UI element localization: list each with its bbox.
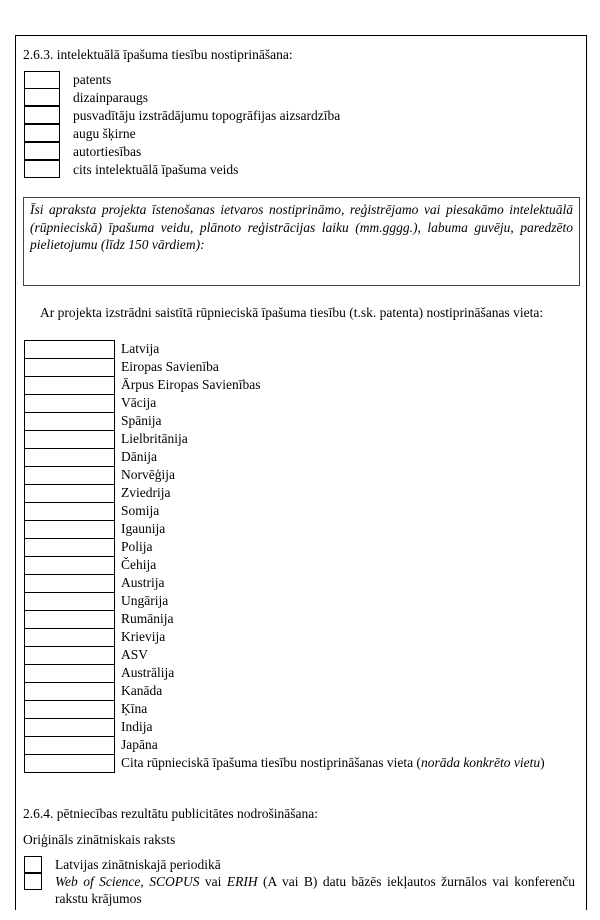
place-label: Čehija	[121, 557, 157, 572]
place-checkbox[interactable]	[24, 628, 115, 647]
place-checkbox[interactable]	[24, 484, 115, 503]
place-checkbox[interactable]	[24, 700, 115, 719]
place-checkbox[interactable]	[24, 664, 115, 683]
place-label: Krievija	[121, 629, 166, 644]
ip-option-label: cits intelektuālā īpašuma veids	[73, 162, 239, 177]
description-prompt: Īsi apraksta projekta īstenošanas ietvaros nostiprināmo, reģistrējamo vai piesakāmo intelektuālā (rūpnieciskā) īpašuma veidu, plānoto reģistrācijas laiku (mm.gggg.), labuma guvēju, paredzēto pielietojumu (līdz 150 vārdiem):	[30, 202, 573, 252]
place-label: Austrālija	[121, 665, 175, 680]
place-checkbox[interactable]	[24, 754, 115, 773]
ip-checkbox[interactable]	[24, 71, 60, 89]
ip-option-label: patents	[73, 72, 112, 87]
place-checkbox[interactable]	[24, 520, 115, 539]
place-label: Ķīna	[121, 701, 148, 716]
section-pub-title: 2.6.4. pētniecības rezultātu publicitātes nodrošināšana:	[23, 806, 319, 821]
place-label: Japāna	[121, 737, 158, 752]
place-label: Igaunija	[121, 521, 166, 536]
publication-checklist	[24, 856, 575, 907]
pub-option-label: Latvijas zinātniskajā periodikā	[55, 857, 221, 872]
place-label: Latvija	[121, 341, 160, 356]
place-label: ASV	[121, 647, 149, 662]
place-checkbox[interactable]	[24, 412, 115, 431]
place-checkbox[interactable]	[24, 646, 115, 665]
pub-option2-rest: (A vai B) datu bāzēs iekļautos žurnālos vai konferenču rakstu krājumos	[55, 874, 576, 906]
sep: ,	[140, 874, 150, 889]
pub-option-indexed	[24, 873, 575, 907]
place-checkbox[interactable]	[24, 556, 115, 575]
place-checkbox[interactable]	[24, 358, 115, 377]
place-label: Somija	[121, 503, 160, 518]
place-label: Rumānija	[121, 611, 174, 626]
place-label: Kanāda	[121, 683, 163, 698]
ip-option-label: dizainparaugs	[73, 90, 148, 105]
ip-option-label: autortiesības	[73, 144, 142, 159]
place-label: Austrija	[121, 575, 165, 590]
place-checkbox[interactable]	[24, 448, 115, 467]
place-checkbox[interactable]	[24, 538, 115, 557]
ip-checkbox[interactable]	[24, 142, 60, 160]
place-label: Eiropas Savienība	[121, 359, 219, 374]
place-checkbox[interactable]	[24, 394, 115, 413]
place-label: Norvēģija	[121, 467, 175, 482]
ip-option-label: pusvadītāju izstrādājumu topogrāfijas aizsardzība	[73, 108, 341, 123]
place-label: Polija	[121, 539, 153, 554]
place-label: Vācija	[121, 395, 157, 410]
place-checkbox[interactable]	[24, 376, 115, 395]
description-textarea[interactable]	[23, 197, 580, 286]
place-checkbox[interactable]	[24, 736, 115, 755]
pub-option-label	[55, 873, 575, 907]
place-checkbox[interactable]	[24, 592, 115, 611]
place-label: Ungārija	[121, 593, 169, 608]
place-label: Dānija	[121, 449, 157, 464]
pub-option-latvian	[24, 856, 575, 873]
place-label-other	[121, 755, 545, 771]
db-wos: Web of Science	[55, 874, 141, 889]
place-checkbox[interactable]	[24, 574, 115, 593]
place-label: Spānija	[121, 413, 162, 428]
section-pub-subtitle: Oriģināls zinātniskais raksts	[23, 832, 176, 847]
place-checkbox[interactable]	[24, 502, 115, 521]
place-checkbox[interactable]	[24, 718, 115, 737]
ip-checkbox[interactable]	[24, 160, 60, 178]
other-place-hint: norāda konkrēto vietu	[420, 755, 541, 770]
place-checkbox[interactable]	[24, 610, 115, 629]
ip-checkbox[interactable]	[24, 124, 60, 142]
section-ip-title: 2.6.3. intelektuālā īpašuma tiesību nostiprināšana:	[23, 47, 293, 62]
ip-checkbox[interactable]	[24, 106, 60, 124]
place-label: Ārpus Eiropas Savienības	[121, 377, 261, 392]
db-erih: ERIH	[226, 874, 258, 889]
ip-checkbox[interactable]	[24, 88, 60, 106]
db-scopus: SCOPUS	[149, 874, 200, 889]
place-label: Lielbritānija	[121, 431, 188, 446]
protection-place-heading: Ar projekta izstrādni saistītā rūpnieciskā īpašuma tiesību (t.sk. patenta) nostiprināšanas vieta:	[40, 305, 544, 320]
place-checkbox[interactable]	[24, 340, 115, 359]
other-place-close: )	[540, 755, 545, 770]
sep: vai	[199, 874, 227, 889]
other-place-text: Cita rūpnieciskā īpašuma tiesību nostiprināšanas vieta (	[121, 755, 421, 770]
place-label: Indija	[121, 719, 153, 734]
place-checkbox[interactable]	[24, 682, 115, 701]
ip-option-label: augu šķirne	[73, 126, 136, 141]
place-label: Zviedrija	[121, 485, 171, 500]
place-checkbox[interactable]	[24, 430, 115, 449]
place-checkbox[interactable]	[24, 466, 115, 485]
pub-checkbox[interactable]	[24, 872, 42, 890]
